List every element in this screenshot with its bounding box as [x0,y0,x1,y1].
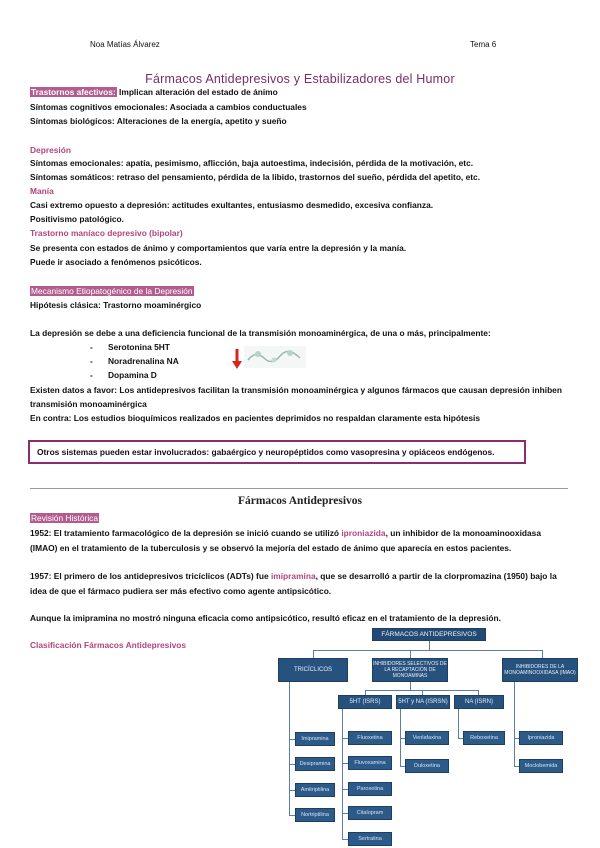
classic-hypothesis: Hipótesis clásica: Trastorno moaminérgico [30,300,202,310]
affective-text: Implican alteración del estado de ánimo [116,87,278,97]
bipolar-line-2: Puede ir asociado a fenómenos psicóticos. [30,257,202,267]
evidence-against: En contra: Los estudios bioquímicos realizados en pacientes deprimidos no respaldan claramente esta hipótesis [30,413,481,423]
mania-line-2: Positivismo patológico. [30,214,124,224]
drug-citalopram: Citalopram [348,806,392,820]
evidence-favor-2: transmisión monoaminérgica [30,399,147,409]
drug-reboxetina: Reboxetina [463,731,505,745]
mania-heading: Manía [30,186,54,196]
cognitive-symptoms: Síntomas cognitivos emocionales: Asociada a cambios conductuales [30,102,307,112]
diagram-snri: 5HT y NA (ISRSN) [396,695,450,709]
diagram-ssri: 5HT (ISRS) [338,695,392,709]
bipolar-line-1: Se presenta con estados de ánimo y comportamientos que varía entre la depresión y la manía. [30,243,407,253]
bipolar-heading: Trastorno maníaco depresivo (bipolar) [30,228,183,238]
deficit-statement: La depresión se debe a una deficiencia funcional de la transmisión monoaminérgica, de una o más, principalmente: [30,328,491,338]
diagram-nri: NA (ISRN) [454,695,504,709]
diagram-root: FÁRMACOS ANTIDEPRESIVOS [372,628,486,641]
down-arrow-icon [232,349,242,369]
somatic-symptoms: Síntomas somáticos: retraso del pensamiento, pérdida de la libido, trastornos del sueño, pérdida del apetito, etc. [30,172,481,182]
imipramine-note: Aunque la imipramina no mostró ninguna eficacia como antipsicótico, resultó eficaz en el tratamiento de la depresión. [30,613,501,623]
dash-icon: - [90,356,93,366]
drug-amitriptilina: Amitriptilina [295,783,335,797]
neurotransmitter-image [244,346,306,368]
history-heading-line [30,513,99,523]
other-systems-text: Otros sistemas pueden estar involucrados: gabaérgico y neuropéptidos como vasopresina y opiáceos endógenos. [37,447,495,457]
evidence-favor-1: Existen datos a favor: Los antidepresivos facilitan la transmisión monoaminérgica y algunos fármacos que causan depresión inhiben [30,385,562,395]
history-heading: Revisión Histórica [31,513,99,523]
amine-item: - Dopamina D [90,370,157,380]
drug-fluoxetina: Fluoxetina [348,731,392,745]
iproniazid-name: iproniazida [341,528,386,538]
drug-venlafaxina: Venlafaxina [405,731,449,745]
drug-nortriptilina: Nortriptilina [295,808,335,822]
mania-line-1: Casi extremo opuesto a depresión: actitudes exultantes, entusiasmo desmedido, excesiva confianza. [30,200,434,210]
diagram-selective: INHIBIDORES SELECTIVOS DE LA RECAPTACIÓN DE MONOAMINAS [372,658,448,682]
dash-icon: - [90,342,93,352]
mechanism-heading: Mecanismo Etiopatogénico de la Depresión [31,286,193,296]
affective-label: Trastornos afectivos: [31,87,116,97]
amine-item: - Noradrenalina NA [90,356,179,366]
drug-imipramina: Imipramina [295,732,335,746]
drug-iproniazida: Iproniazida [519,731,563,745]
history-1957-line-1: 1957: El primero de los antidepresivos tricíclicos (ADTs) fue imipramina, que se desarrolló a partir de la clorpromazina (1950) bajo la [30,571,557,581]
history-1957-line-2: idea de que el fármaco pudiera ser más efectivo como agente antipsicótico. [30,586,332,596]
depression-heading: Depresión [30,145,71,155]
affective-line [30,87,278,97]
mechanism-heading-line [30,286,194,296]
diagram-tricyclic: TRICÍCLICOS [278,658,348,682]
antidepressants-heading: Fármacos Antidepresivos [237,495,363,507]
drug-paroxetina: Paroxetina [348,782,392,796]
drug-sertralina: Sertralina [348,832,392,846]
history-1952-line-2: (IMAO) en el tratamiento de la tuberculosis y se observó la mejoría del estado de ánimo que aparecía en estos pacientes. [30,543,512,553]
drug-moclobemida: Moclobemida [519,759,563,773]
page-title: Fármacos Antidepresivos y Estabilizadores del Humor [145,72,455,86]
drug-desipramina: Desipramina [295,757,335,771]
drug-fluvoxamina: Fluvoxamina [348,756,392,770]
emotional-symptoms: Síntomas emocionales: apatía, pesimismo, aflicción, baja autoestima, indecisión, pérdida de la motivación, etc. [30,158,474,168]
history-1952-line-1: 1952: El tratamiento farmacológico de la depresión se inició cuando se utilizó iproniazida, un inhibidor de la monoaminooxidasa [30,528,541,538]
biological-symptoms: Síntomas biológicos: Alteraciones de la energía, apetito y sueño [30,116,287,126]
other-systems-box [28,440,526,464]
imipramine-name: imipramina [270,571,316,581]
amine-item: - Serotonina 5HT [90,342,170,352]
dash-icon: - [90,370,93,380]
section-divider [30,488,568,489]
classification-heading: Clasificación Fármacos Antidepresivos [30,640,187,650]
author-name: Noa Matías Álvarez [90,40,160,49]
topic-label: Tema 6 [470,40,497,49]
drug-duloxetina: Duloxetina [405,759,449,773]
diagram-imao: INHIBIDORES DE LA MONOAMINOOXIDASA (IMAO) [502,658,578,682]
